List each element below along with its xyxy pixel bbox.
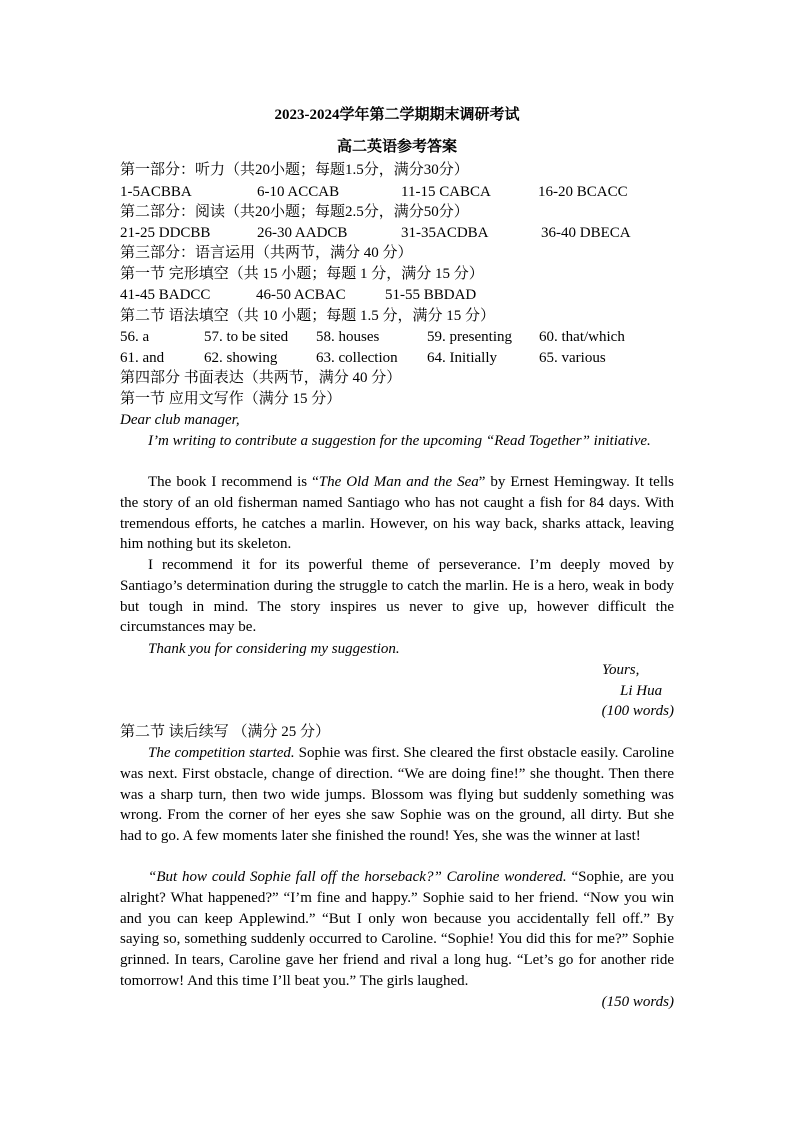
story-paragraph: The competition started. Sophie was first. She cleared the first obstacle easily. Caroline was next. First obstacle, change of direction. “We are doing fine!” she thought. Then there was a sharp turn, then two wide jumps. Blossom was flying but suddenly something was wrong. From the corner of her eyes she saw Sophie was on the ground, all dirty. But she had to go. A few moments later she finished the round! Yes, she was the winner at last! [120, 745, 674, 845]
word-count: (100 words) [601, 703, 674, 719]
grammar-answer: 62. showing [204, 350, 278, 366]
letter-signature: Li Hua [620, 683, 663, 699]
letter-intro: I’m writing to contribute a suggestion for the upcoming “Read Together” initiative. [148, 433, 651, 449]
answer-group: 21-25 DDCBB [120, 225, 211, 241]
book-title: The Old Man and the Sea [318, 474, 479, 490]
part1-heading: 第一部分：听力（共20小题；每题1.5分，满分30分） [120, 162, 469, 178]
page-subtitle: 高二英语参考答案 [336, 139, 457, 155]
answer-group: 1-5ACBBA [120, 184, 192, 200]
letter-paragraph: The book I recommend is “The Old Man and the Sea” by Ernest Hemingway. It tells the story of an old fisherman named Santiago who has not caught a fish for 84 days. With tremendous efforts, he catches a marlin. However, on his way back, sharks attack, leaving him nothing but its skeleton. [120, 474, 674, 553]
grammar-answer: 59. presenting [427, 329, 512, 345]
letter-salutation: Dear club manager, [120, 412, 240, 428]
answer-group: 26-30 AADCB [257, 225, 348, 241]
grammar-answer: 61. and [120, 350, 165, 366]
part4-section1-heading: 第一节 应用文写作（满分 15 分） [120, 391, 342, 407]
answer-group: 31-35ACDBA [401, 225, 489, 241]
grammar-answer: 60. that/which [539, 329, 625, 345]
answer-group: 36-40 DBECA [541, 225, 631, 241]
answer-group: 41-45 BADCC [120, 287, 211, 303]
answer-group: 6-10 ACCAB [257, 184, 340, 200]
page-title: 2023-2024学年第二学期期末调研考试 [274, 107, 520, 123]
letter-closing: Thank you for considering my suggestion. [148, 641, 400, 657]
grammar-answer: 57. to be sited [204, 329, 289, 345]
answer-group: 11-15 CABCA [401, 184, 491, 200]
part2-heading: 第二部分：阅读（共20小题；每题2.5分，满分50分） [120, 204, 469, 220]
letter-signoff: Yours, [602, 662, 640, 678]
story-paragraph: “But how could Sophie fall off the horseback?” Caroline wondered. “Sophie, are you alright? What happened?” “I’m fine and happy.” Sophie said to her friend. “Now you win and you can keep Applewind.” “But I only won because you accidentally fell off.” By saying so, something suddenly occurred to Caroline. “Sophie! You did this for me?” Sophie grinned. In tears, Caroline gave her friend and rival a long hug. “Let’s go for another ride tomorrow! And this time I’ll beat you.” The girls laughed. [120, 869, 674, 989]
answer-group: 51-55 BBDAD [385, 287, 477, 303]
part4-heading: 第四部分 书面表达（共两节，满分 40 分） [120, 370, 402, 386]
part4-section2-heading: 第二节 读后续写 （满分 25 分） [120, 724, 331, 740]
grammar-answer: 64. Initially [427, 350, 497, 366]
grammar-answer: 63. collection [316, 350, 398, 366]
answer-group: 16-20 BCACC [538, 184, 628, 200]
part3-section1-heading: 第一节 完形填空（共 15 小题；每题 1 分，满分 15 分） [120, 266, 484, 282]
part3-section2-heading: 第二节 语法填空（共 10 小题；每题 1.5 分，满分 15 分） [120, 308, 496, 324]
letter-paragraph: I recommend it for its powerful theme of perseverance. I’m deeply moved by Santiago’s determination during the struggle to catch the marlin. He is a hero, weak in body but tough in mind. The story inspires us never to give up, however difficult the circumstances may be. [120, 557, 674, 636]
grammar-answer: 56. a [120, 329, 150, 345]
grammar-answer: 58. houses [316, 329, 380, 345]
part3-heading: 第三部分：语言运用（共两节，满分 40 分） [120, 245, 413, 261]
answer-group: 46-50 ACBAC [256, 287, 346, 303]
grammar-answer: 65. various [539, 350, 606, 366]
word-count: (150 words) [601, 994, 674, 1010]
